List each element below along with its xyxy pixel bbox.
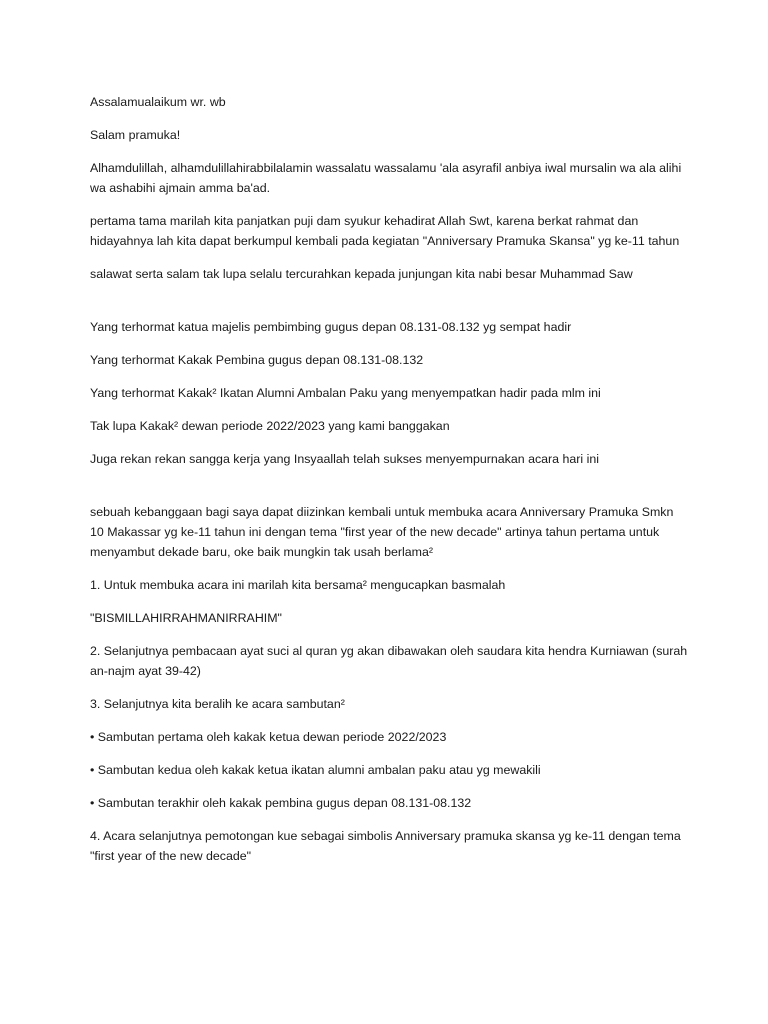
document-page [90, 92, 690, 879]
honorific-line: Yang terhormat Kakak Pembina gugus depan 08.131-08.132 [90, 353, 424, 367]
speech-bullet-2: • Sambutan kedua oleh kakak ketua ikatan alumni ambalan paku atau yg mewakili [90, 763, 541, 777]
agenda-item-4: 4. Acara selanjutnya pemotongan kue sebagai simbolis Anniversary pramuka skansa yg ke-11 dengan tema "first year of the new decade" [90, 829, 681, 863]
agenda-item-2: 2. Selanjutnya pembacaan ayat suci al quran yg akan dibawakan oleh saudara kita hendra Kurniawan (surah an-najm ayat 39-42) [90, 644, 688, 678]
opening-prayer-paragraph: Alhamdulillah, alhamdulillahirabbilalamin wassalatu wassalamu 'ala asyrafil anbiya iwal mursalin wa ala alihi wa ashabihi ajmain amma ba'ad. [90, 161, 682, 195]
speech-bullet-1: • Sambutan pertama oleh kakak ketua dewan periode 2022/2023 [90, 730, 447, 744]
salawat-paragraph: salawat serta salam tak lupa selalu tercurahkan kepada junjungan kita nabi besar Muhammad Saw [90, 267, 633, 281]
basmalah-line: "BISMILLAHIRRAHMANIRRAHIM" [90, 611, 282, 625]
honorific-line: Yang terhormat katua majelis pembimbing gugus depan 08.131-08.132 yg sempat hadir [90, 320, 572, 334]
blank-line [90, 482, 690, 502]
agenda-item-3: 3. Selanjutnya kita beralih ke acara sambutan² [90, 697, 345, 711]
blank-line [90, 297, 690, 317]
honorific-line: Tak lupa Kakak² dewan periode 2022/2023 yang kami banggakan [90, 419, 450, 433]
speech-bullet-3: • Sambutan terakhir oleh kakak pembina gugus depan 08.131-08.132 [90, 796, 472, 810]
greeting-line: Assalamualaikum wr. wb [90, 95, 226, 109]
agenda-item-1: 1. Untuk membuka acara ini marilah kita bersama² mengucapkan basmalah [90, 578, 506, 592]
gratitude-paragraph: pertama tama marilah kita panjatkan puji dam syukur kehadirat Allah Swt, karena berkat rahmat dan hidayahnya lah kita dapat berkumpul kembali pada kegiatan "Anniversary Pramuka Skansa" yg ke-11 tahun [90, 214, 680, 248]
honorific-line: Juga rekan rekan sangga kerja yang Insyaallah telah sukses menyempurnakan acara hari ini [90, 452, 600, 466]
opening-statement-paragraph: sebuah kebanggaan bagi saya dapat diizinkan kembali untuk membuka acara Anniversary Pramuka Smkn 10 Makassar yg ke-11 tahun ini dengan tema "first year of the new decade" artinya tahun pertama untuk menyambut dekade baru, oke baik mungkin tak usah berlama² [90, 505, 674, 559]
honorific-line: Yang terhormat Kakak² Ikatan Alumni Ambalan Paku yang menyempatkan hadir pada mlm ini [90, 386, 601, 400]
salam-pramuka-line: Salam pramuka! [90, 128, 181, 142]
